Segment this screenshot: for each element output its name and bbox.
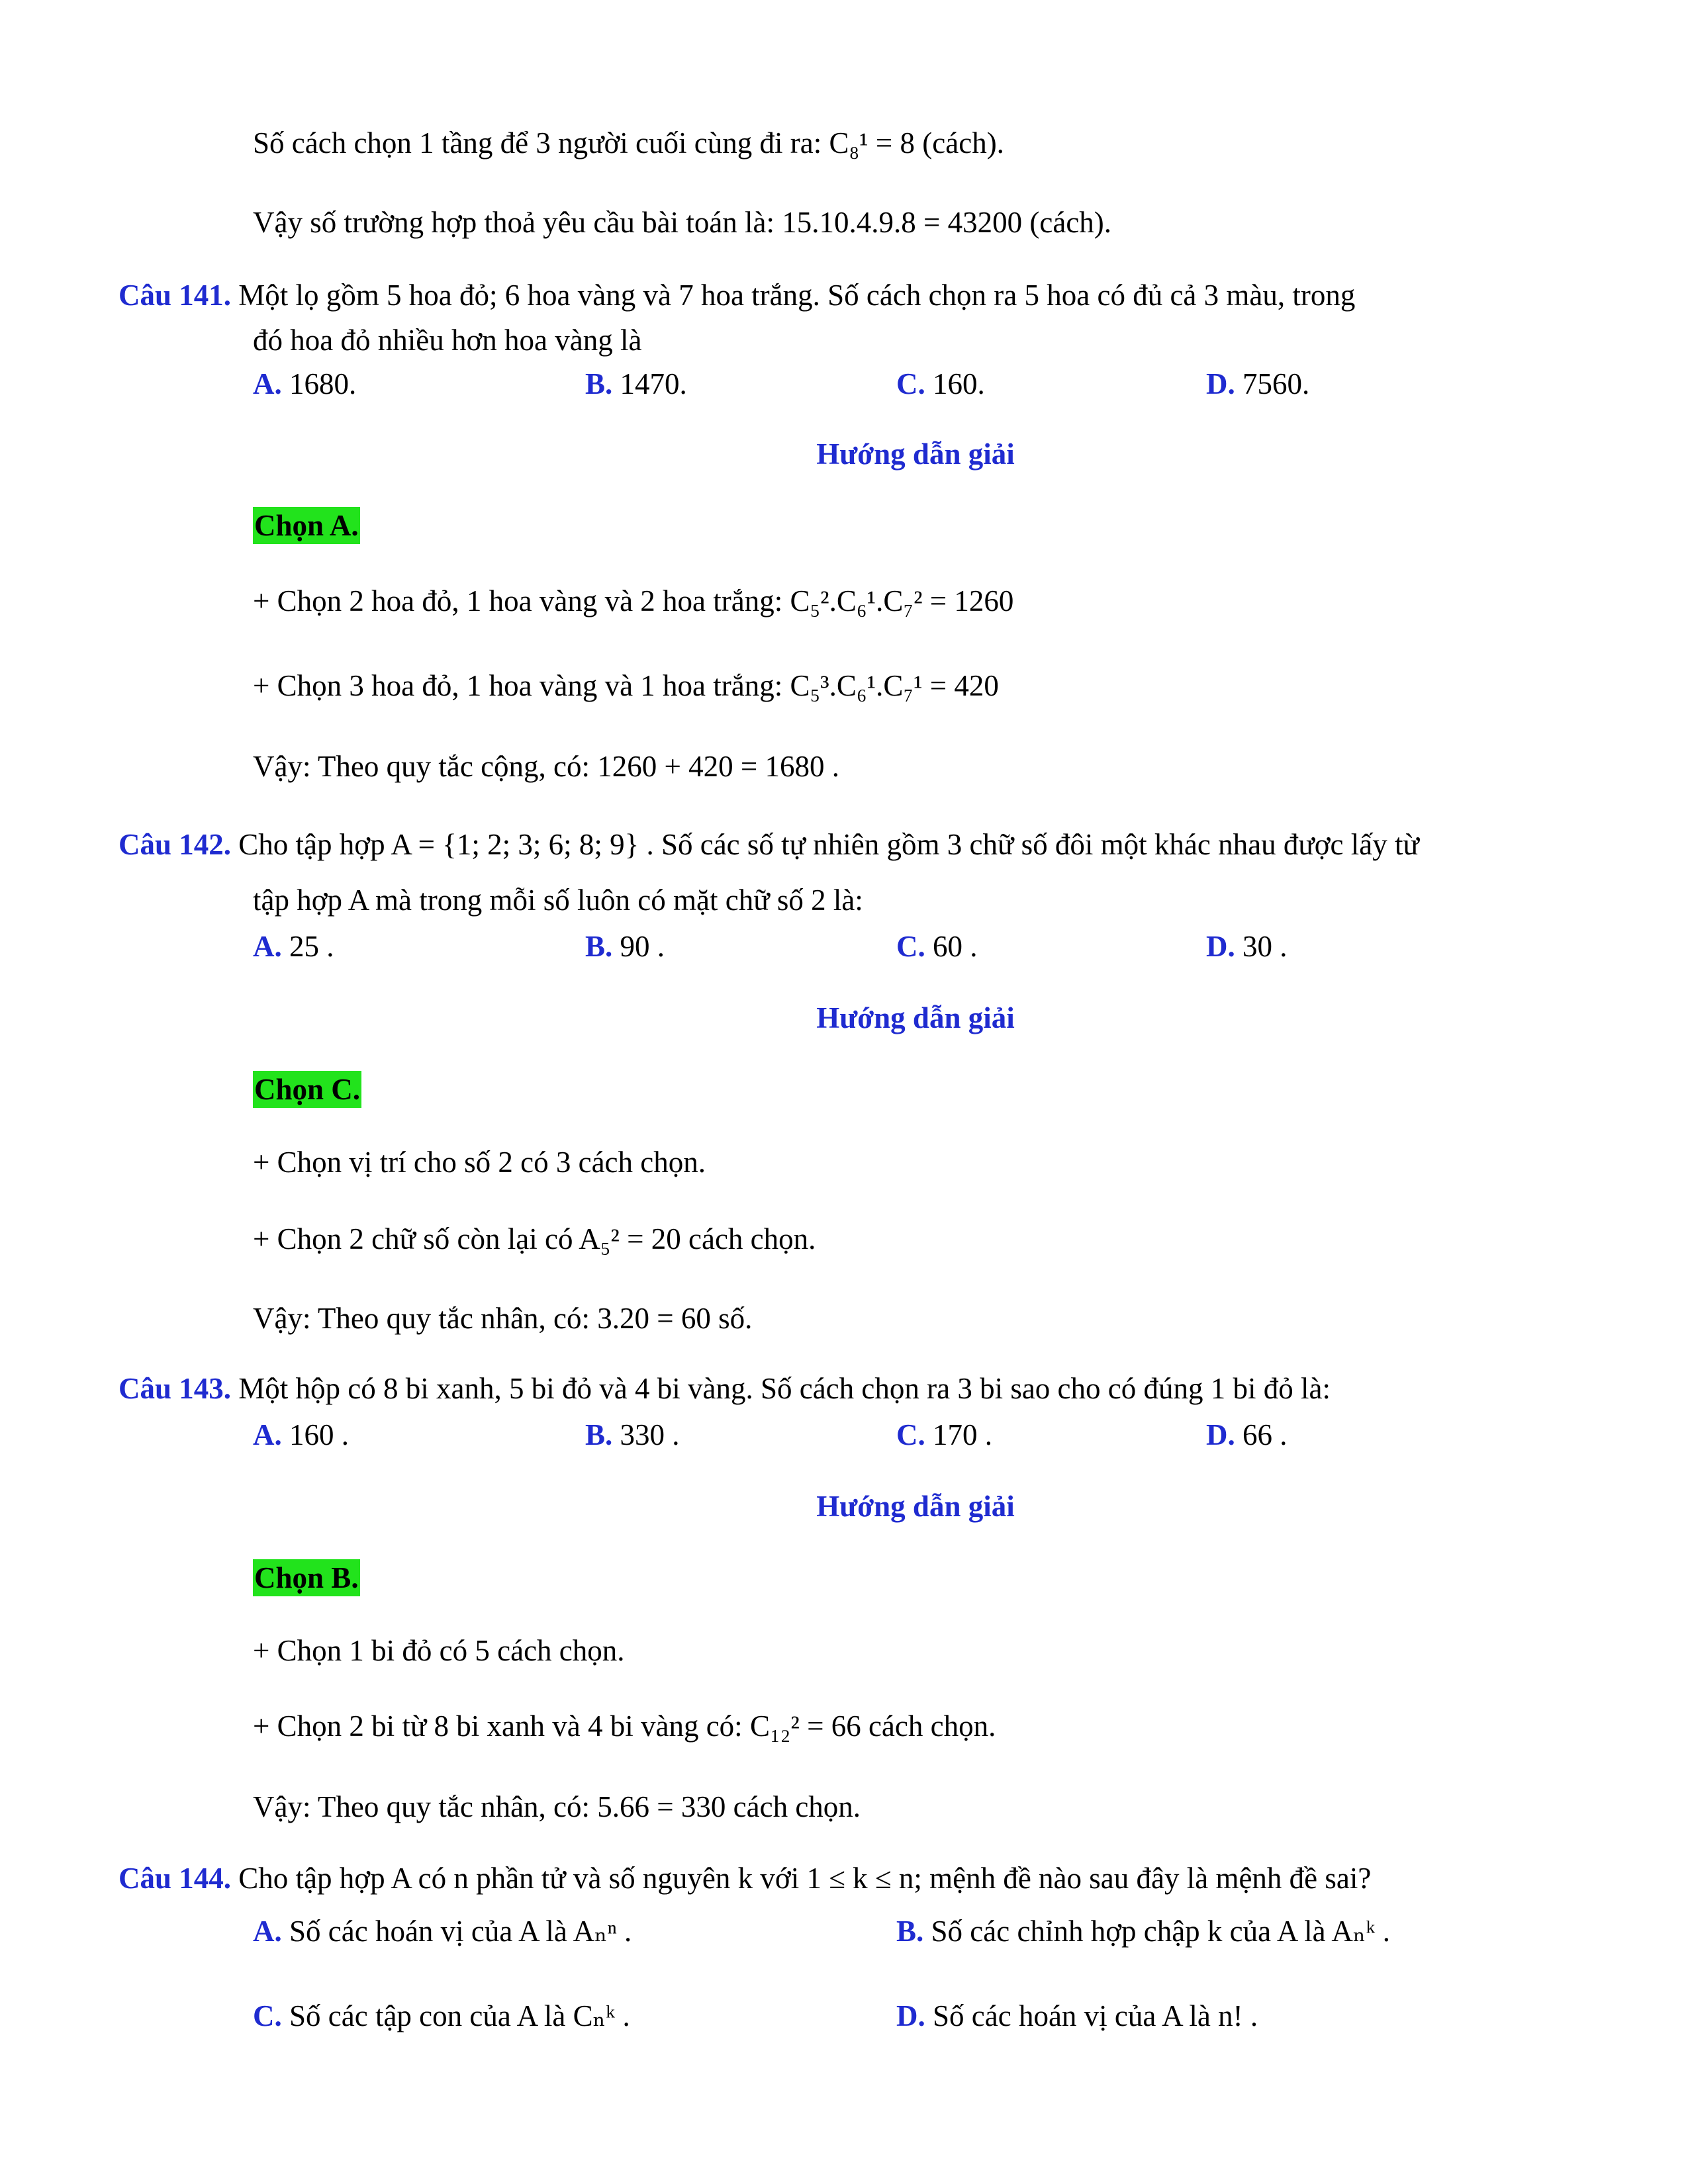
q143-guide-heading: Hướng dẫn giải	[816, 1490, 1015, 1523]
q142-option-b[interactable]	[585, 927, 665, 966]
q144-option-b[interactable]	[896, 1911, 1390, 1951]
option-value: 160.	[933, 367, 985, 400]
q142-option-d[interactable]	[1206, 927, 1288, 966]
q141-answer-badge: Chọn A.	[253, 507, 360, 544]
question-142-label: Câu 142.	[118, 828, 232, 861]
option-letter: D.	[896, 1999, 925, 2032]
question-141-text-1: Một lọ gồm 5 hoa đỏ; 6 hoa vàng và 7 hoa trắng. Số cách chọn ra 5 hoa có đủ cả 3 màu, trong	[238, 279, 1356, 312]
question-143-line-1	[118, 1369, 1331, 1408]
option-letter: C.	[896, 1418, 925, 1451]
question-144-line-1	[118, 1858, 1371, 1898]
q142-conclusion: Vậy: Theo quy tắc nhân, có: 3.20 = 60 số.	[253, 1302, 753, 1335]
option-letter: A.	[253, 367, 282, 400]
option-value: 170 .	[933, 1418, 992, 1451]
option-letter: A.	[253, 1418, 282, 1451]
option-letter: B.	[585, 1418, 613, 1451]
q143-option-a[interactable]	[253, 1415, 349, 1455]
question-141-label: Câu 141.	[118, 279, 232, 312]
q142-step-2: + Chọn 2 chữ số còn lại có A₅² = 20 cách chọn.	[253, 1222, 816, 1255]
q143-conclusion: Vậy: Theo quy tắc nhân, có: 5.66 = 330 cách chọn.	[253, 1790, 861, 1823]
option-value: 66 .	[1243, 1418, 1288, 1451]
option-value: Số các chỉnh hợp chập k của A là Aₙᵏ .	[931, 1915, 1391, 1948]
option-letter: B.	[896, 1915, 924, 1948]
q143-answer-badge: Chọn B.	[253, 1559, 360, 1596]
option-value: Số các hoán vị của A là n! .	[933, 1999, 1258, 2032]
option-value: Số các tập con của A là Cₙᵏ .	[289, 1999, 630, 2032]
question-143-label: Câu 143.	[118, 1372, 232, 1405]
question-141-text-2: đó hoa đỏ nhiều hơn hoa vàng là	[253, 324, 642, 357]
question-144-label: Câu 144.	[118, 1862, 232, 1895]
option-value: 60 .	[933, 930, 978, 963]
option-letter: B.	[585, 367, 613, 400]
option-letter: D.	[1206, 930, 1235, 963]
option-value: 330 .	[620, 1418, 680, 1451]
option-letter: C.	[896, 930, 925, 963]
question-142-text-2: tập hợp A mà trong mỗi số luôn có mặt chữ số 2 là:	[253, 884, 863, 917]
q144-option-a[interactable]	[253, 1911, 632, 1951]
option-letter: A.	[253, 930, 282, 963]
q141-step-2: + Chọn 3 hoa đỏ, 1 hoa vàng và 1 hoa trắng: C₅³.C₆¹.C₇¹ = 420	[253, 669, 999, 702]
option-letter: D.	[1206, 1418, 1235, 1451]
q141-option-c[interactable]	[896, 364, 985, 404]
q141-conclusion: Vậy: Theo quy tắc cộng, có: 1260 + 420 = 1680 .	[253, 750, 840, 783]
prev-solution-line-2: Vậy số trường hợp thoả yêu cầu bài toán là: 15.10.4.9.8 = 43200 (cách).	[253, 206, 1112, 239]
q142-answer-badge: Chọn C.	[253, 1071, 361, 1108]
q144-option-d[interactable]	[896, 1996, 1258, 2036]
q141-guide-heading: Hướng dẫn giải	[816, 437, 1015, 471]
question-142-text-1: Cho tập hợp A = {1; 2; 3; 6; 8; 9} . Số các số tự nhiên gồm 3 chữ số đôi một khác nhau được lấy từ	[238, 828, 1419, 861]
question-144-text-1: Cho tập hợp A có n phần tử và số nguyên k với 1 ≤ k ≤ n; mệnh đề nào sau đây là mệnh đề sai?	[238, 1862, 1372, 1895]
question-142-line-1	[118, 825, 1419, 864]
q142-option-a[interactable]	[253, 927, 334, 966]
q143-step-2: + Chọn 2 bi từ 8 bi xanh và 4 bi vàng có: C₁₂² = 66 cách chọn.	[253, 1709, 996, 1743]
option-value: 25 .	[289, 930, 334, 963]
option-value: 90 .	[620, 930, 665, 963]
option-letter: D.	[1206, 367, 1235, 400]
prev-solution-line-1: Số cách chọn 1 tầng để 3 người cuối cùng đi ra: C₈¹ = 8 (cách).	[253, 126, 1004, 159]
q143-option-c[interactable]	[896, 1415, 992, 1455]
q143-option-b[interactable]	[585, 1415, 680, 1455]
option-value: 1470.	[620, 367, 687, 400]
option-letter: A.	[253, 1915, 282, 1948]
option-letter: C.	[253, 1999, 282, 2032]
question-141-line-1	[118, 275, 1355, 315]
option-value: Số các hoán vị của A là Aₙⁿ .	[289, 1915, 632, 1948]
option-value: 160 .	[289, 1418, 349, 1451]
q141-step-1: + Chọn 2 hoa đỏ, 1 hoa vàng và 2 hoa trắng: C₅².C₆¹.C₇² = 1260	[253, 584, 1014, 617]
q143-step-1: + Chọn 1 bi đỏ có 5 cách chọn.	[253, 1634, 625, 1667]
q141-option-b[interactable]	[585, 364, 687, 404]
q143-option-d[interactable]	[1206, 1415, 1288, 1455]
q141-option-d[interactable]	[1206, 364, 1309, 404]
q144-option-c[interactable]	[253, 1996, 630, 2036]
option-value: 1680.	[289, 367, 357, 400]
q142-option-c[interactable]	[896, 927, 978, 966]
q142-step-1: + Chọn vị trí cho số 2 có 3 cách chọn.	[253, 1146, 706, 1179]
q142-guide-heading: Hướng dẫn giải	[816, 1001, 1015, 1034]
option-letter: C.	[896, 367, 925, 400]
option-value: 7560.	[1243, 367, 1310, 400]
option-letter: B.	[585, 930, 613, 963]
option-value: 30 .	[1243, 930, 1288, 963]
q141-option-a[interactable]	[253, 364, 356, 404]
question-143-text-1: Một hộp có 8 bi xanh, 5 bi đỏ và 4 bi vàng. Số cách chọn ra 3 bi sao cho có đúng 1 bi đỏ là:	[238, 1372, 1331, 1405]
